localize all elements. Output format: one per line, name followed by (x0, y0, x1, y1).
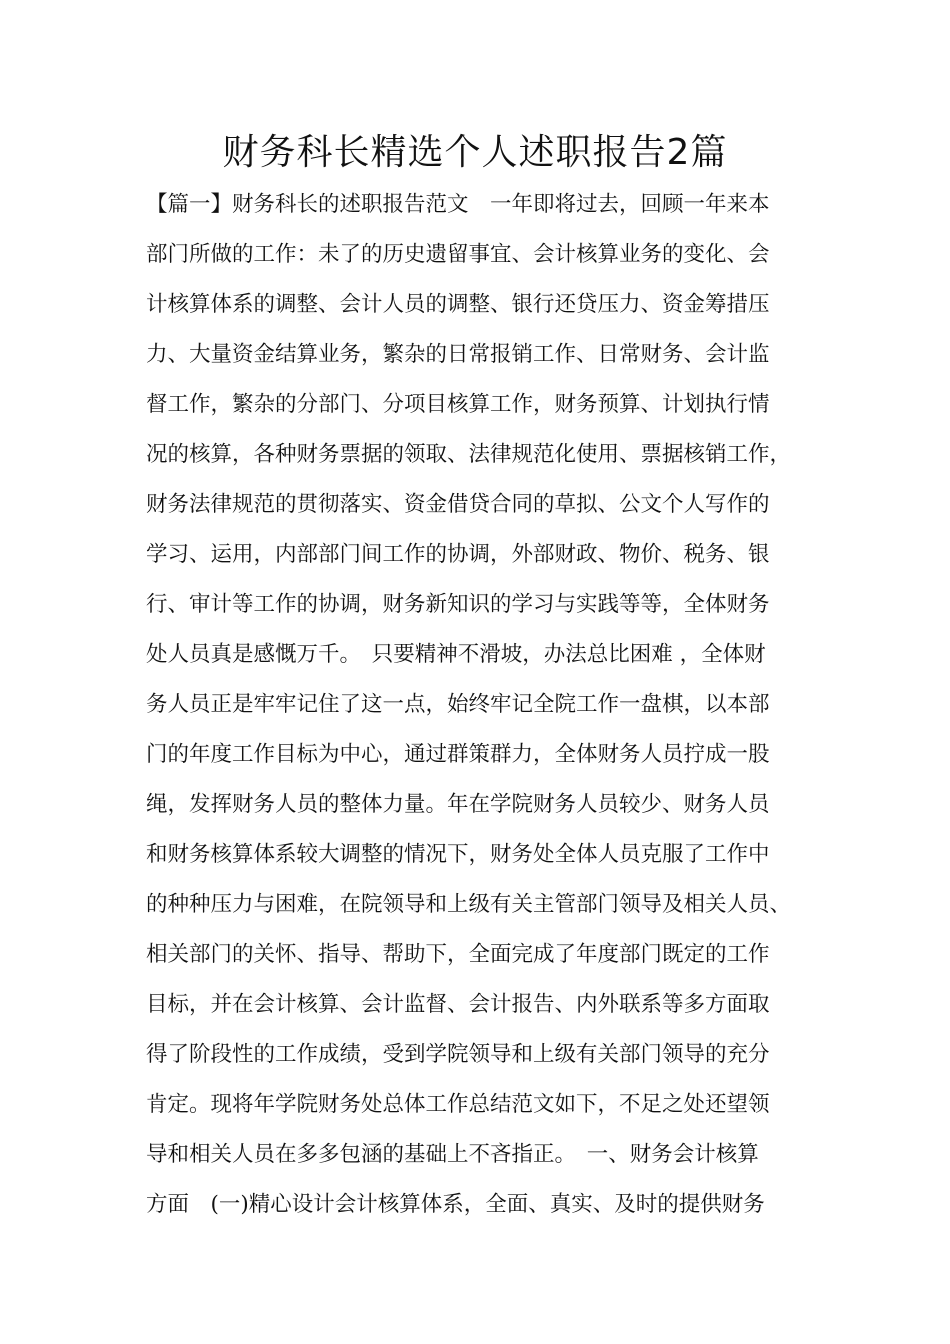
body-line: 导和相关人员在多多包涵的基础上不吝指正。 一、财务会计核算 (146, 1142, 759, 1167)
body-line: 目标，并在会计核算、会计监督、会计报告、内外联系等多方面取 (146, 992, 770, 1017)
body-line: 【篇一】财务科长的述职报告范文 一年即将过去，回顾一年来本 (146, 192, 770, 217)
body-line: 和财务核算体系较大调整的情况下，财务处全体人员克服了工作中 (146, 842, 770, 867)
document-body (146, 180, 826, 1230)
body-line: 方面 (一)精心设计会计核算体系，全面、真实、及时的提供财务 (146, 1192, 765, 1217)
body-line: 处人员真是感慨万千。 只要精神不滑坡，办法总比困难 ，全体财 (146, 642, 766, 667)
document-title: 财务科长精选个人述职报告2篇 (222, 132, 728, 173)
body-line: 门的年度工作目标为中心，通过群策群力，全体财务人员拧成一股 (146, 742, 770, 767)
body-line: 相关部门的关怀、指导、帮助下，全面完成了年度部门既定的工作 (146, 942, 770, 967)
body-line: 况的核算，各种财务票据的领取、法律规范化使用、票据核销工作， (146, 442, 792, 467)
body-line: 学习、运用，内部部门间工作的协调，外部财政、物价、税务、银 (146, 542, 770, 567)
body-line: 行、审计等工作的协调，财务新知识的学习与实践等等，全体财务 (146, 592, 770, 617)
body-line: 力、大量资金结算业务，繁杂的日常报销工作、日常财务、会计监 (146, 342, 770, 367)
body-line: 肯定。现将年学院财务处总体工作总结范文如下，不足之处还望领 (146, 1092, 770, 1117)
body-line: 绳，发挥财务人员的整体力量。年在学院财务人员较少、财务人员 (146, 792, 770, 817)
body-line: 部门所做的工作：未了的历史遗留事宜、会计核算业务的变化、会 (146, 242, 770, 267)
body-line: 督工作，繁杂的分部门、分项目核算工作，财务预算、计划执行情 (146, 392, 770, 417)
body-line: 计核算体系的调整、会计人员的调整、银行还贷压力、资金筹措压 (146, 292, 770, 317)
body-line: 的种种压力与困难，在院领导和上级有关主管部门领导及相关人员、 (146, 892, 792, 917)
body-line: 得了阶段性的工作成绩，受到学院领导和上级有关部门领导的充分 (146, 1042, 770, 1067)
body-line: 财务法律规范的贯彻落实、资金借贷合同的草拟、公文个人写作的 (146, 492, 770, 517)
body-line: 务人员正是牢牢记住了这一点，始终牢记全院工作一盘棋，以本部 (146, 692, 770, 717)
